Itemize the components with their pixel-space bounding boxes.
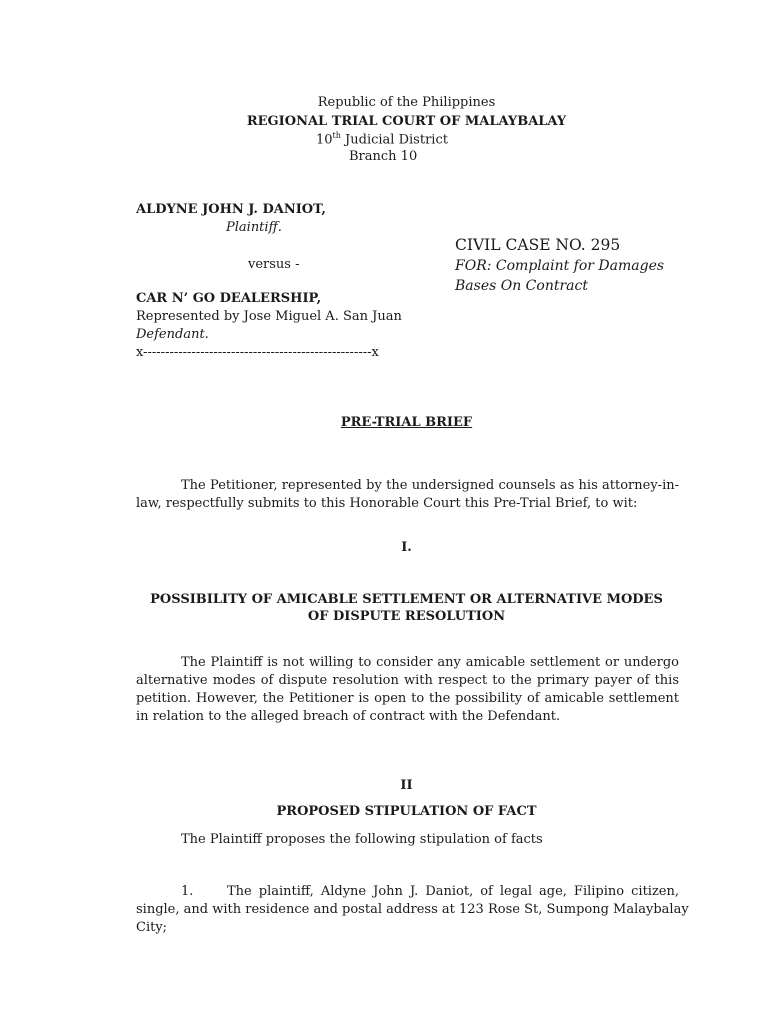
stipulation-item-1-line: single, and with residence and postal address at 123 Rose St, Sumpong Malaybalay xyxy=(136,902,689,917)
stipulation-item-1-number: 1. xyxy=(181,884,194,899)
stipulation-item-1-line: City; xyxy=(136,920,168,935)
section-1-line: in relation to the alleged breach of contract with the Defendant. xyxy=(136,709,561,724)
section-2-numeral: II xyxy=(400,778,413,793)
section-1-line: petition. However, the Petitioner is open to the possibility of amicable settlement xyxy=(136,691,679,706)
district-heading: 10th Judicial District xyxy=(316,131,448,148)
section-1-line: alternative modes of dispute resolution with respect to the primary payer of this xyxy=(136,673,679,688)
case-nature-line2: Bases On Contract xyxy=(455,278,588,294)
section-1-heading-line1: POSSIBILITY OF AMICABLE SETTLEMENT OR ALTERNATIVE MODES xyxy=(150,592,663,607)
plaintiff-name: ALDYNE JOHN J. DANIOT, xyxy=(136,202,326,217)
section-1-line: The Plaintiff is not willing to consider any amicable settlement or undergo xyxy=(181,655,679,670)
stipulation-item-1 xyxy=(136,883,689,937)
section-2-heading: PROPOSED STIPULATION OF FACT xyxy=(276,804,537,819)
stipulation-item-1-line xyxy=(136,883,679,901)
branch-heading: Branch 10 xyxy=(349,149,418,164)
document-title: PRE-TRIAL BRIEF xyxy=(340,415,473,430)
section-1-numeral: I. xyxy=(401,540,412,555)
intro-line: The Petitioner, represented by the undersigned counsels as his attorney-in- xyxy=(181,478,679,493)
defendant-name: CAR N’ GO DEALERSHIP, xyxy=(136,291,322,306)
republic-heading: Republic of the Philippines xyxy=(317,95,496,110)
section-2-lead: The Plaintiff proposes the following stipulation of facts xyxy=(181,832,543,847)
court-heading: REGIONAL TRIAL COURT OF MALAYBALAY xyxy=(246,114,567,129)
section-1-heading-line2: OF DISPUTE RESOLUTION xyxy=(307,609,506,624)
defendant-role: Defendant. xyxy=(136,327,209,342)
plaintiff-role: Plaintiff. xyxy=(226,220,282,235)
stipulation-item-1-text: The plaintiff, Aldyne John J. Daniot, of legal age, Filipino citizen, xyxy=(227,884,679,899)
represented-by: Represented by Jose Miguel A. San Juan xyxy=(136,309,402,324)
section-1-paragraph xyxy=(136,654,679,726)
intro-line: law, respectfully submits to this Honorable Court this Pre-Trial Brief, to wit: xyxy=(136,496,638,511)
case-number: CIVIL CASE NO. 295 xyxy=(455,236,621,254)
intro-paragraph xyxy=(136,477,679,513)
versus-label: versus - xyxy=(248,257,300,272)
case-nature-line1: FOR: Complaint for Damages xyxy=(455,258,665,274)
caption-separator: x----------------------------------------------------x xyxy=(136,345,379,360)
